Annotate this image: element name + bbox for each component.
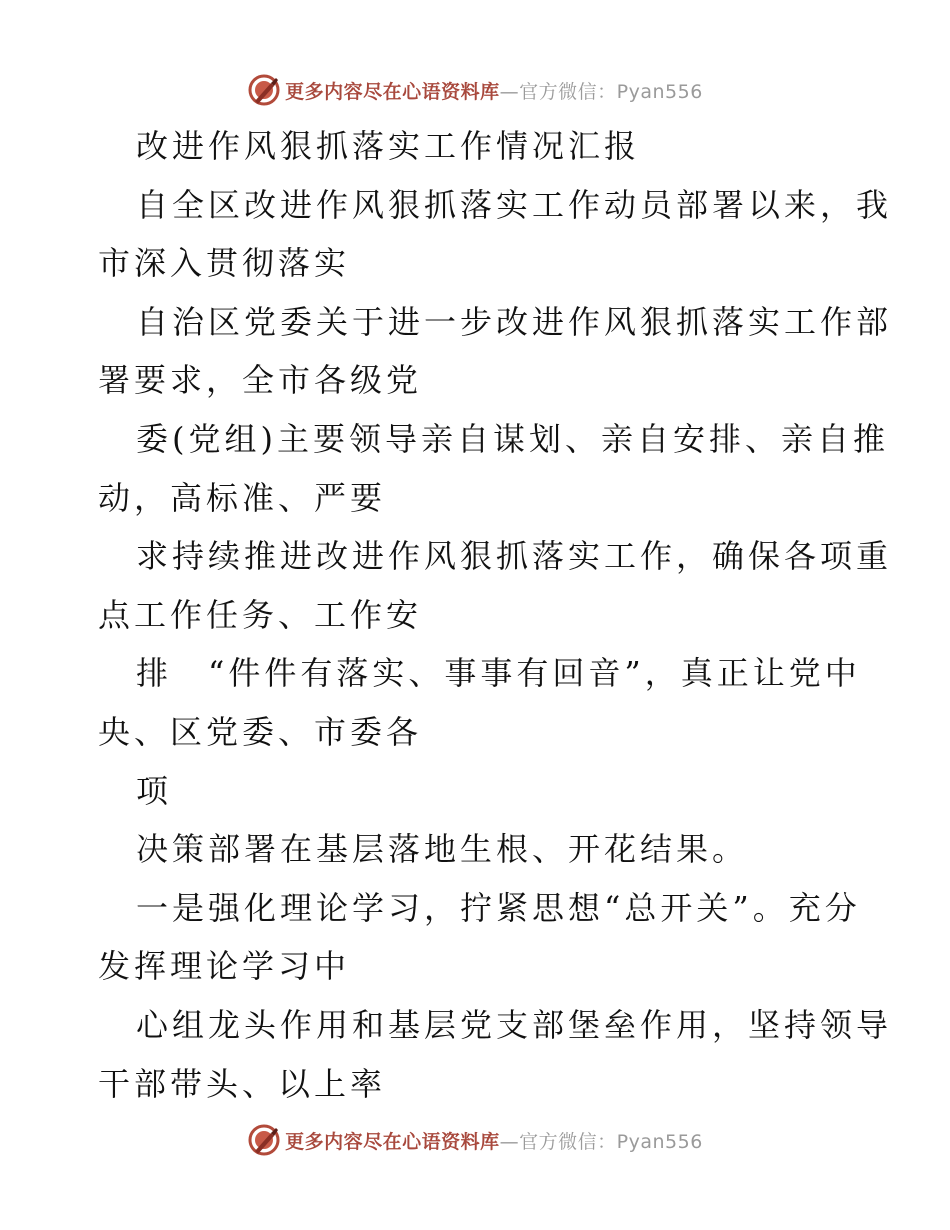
text-line: 发挥理论学习中: [98, 947, 351, 986]
text-line: 央、区党委、市委各: [98, 712, 423, 751]
watermark-dash: —: [499, 1130, 520, 1153]
footer-watermark: [0, 1120, 950, 1160]
text-line: 决策部署在基层落地生根、开花结果。: [136, 830, 749, 869]
pen-logo-icon: [247, 73, 281, 107]
text-line: 点工作任务、工作安: [98, 595, 423, 634]
watermark-sub: 官方微信：Pyan556: [519, 80, 703, 103]
text-line: 委(党组)主要领导亲自谋划、亲自安排、亲自推: [136, 419, 889, 458]
text-line: 排 “件件有落实、事事有回音”，真正让党中: [136, 654, 861, 693]
text-line: 项: [136, 771, 173, 810]
text-line: 干部带头、以上率: [98, 1064, 387, 1103]
text-line: 求持续推进改进作风狠抓落实工作，确保各项重: [136, 537, 893, 576]
text-line: 市深入贯彻落实: [98, 244, 351, 283]
text-line: 心组龙头作用和基层党支部堡垒作用，坚持领导: [136, 1005, 893, 1044]
text-line: 动，高标准、严要: [98, 478, 387, 517]
text-line: 署要求，全市各级党: [98, 361, 423, 400]
watermark-sub: 官方微信：Pyan556: [519, 1130, 703, 1153]
header-watermark: [0, 70, 950, 110]
watermark-text: [285, 77, 703, 104]
watermark-dash: —: [499, 80, 520, 103]
document-body: [98, 117, 893, 1113]
watermark-main: 更多内容尽在心语资料库: [285, 1130, 500, 1153]
watermark-main: 更多内容尽在心语资料库: [285, 80, 500, 103]
pen-logo-icon: [247, 1123, 281, 1157]
text-line: 自治区党委关于进一步改进作风狠抓落实工作部: [136, 302, 893, 341]
text-line: 一是强化理论学习，拧紧思想“总开关”。充分: [136, 888, 861, 927]
document-title: 改进作风狠抓落实工作情况汇报: [136, 127, 641, 165]
watermark-text: [285, 1127, 703, 1154]
text-line: 自全区改进作风狠抓落实工作动员部署以来，我: [136, 185, 893, 224]
